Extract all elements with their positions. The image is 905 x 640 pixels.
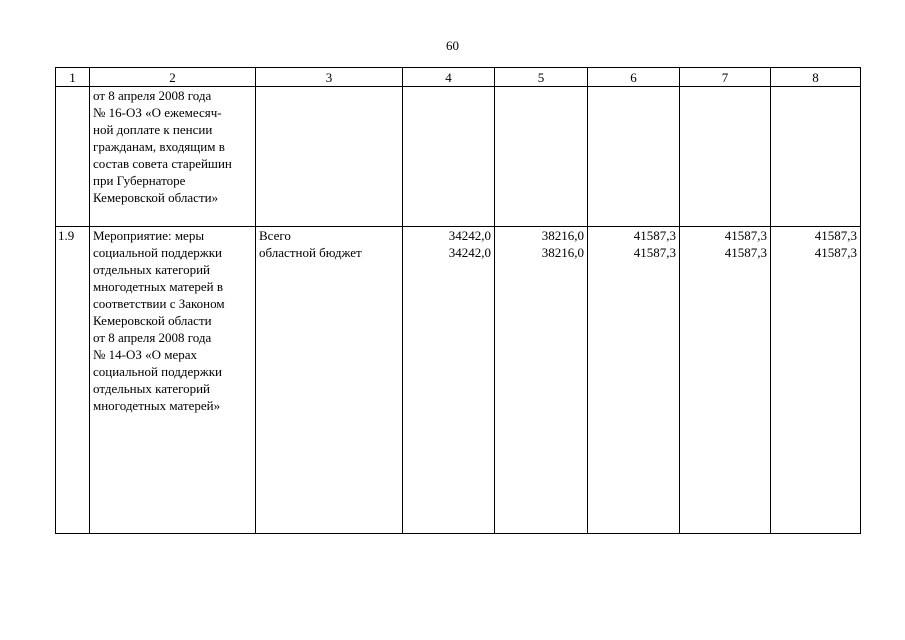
- description-line: при Губернаторе: [93, 173, 186, 188]
- header-cell-2: 2: [90, 68, 256, 87]
- col4-cell-empty: [403, 87, 495, 227]
- col6-total: 41587,3: [633, 228, 676, 243]
- col7-cell-empty: [680, 87, 771, 227]
- description-line: отдельных категорий: [93, 381, 211, 396]
- index-cell-empty: [56, 87, 90, 227]
- col8-total: 41587,3: [814, 228, 857, 243]
- col7-cell: [680, 227, 771, 534]
- source-cell: [256, 227, 403, 534]
- header-cell-4: 4: [403, 68, 495, 87]
- col4-regional: 34242,0: [448, 245, 491, 260]
- description-line: от 8 апреля 2008 года: [93, 88, 212, 103]
- col8-cell: [771, 227, 861, 534]
- description-line: Кемеровской области»: [93, 190, 219, 205]
- col5-cell-empty: [495, 87, 588, 227]
- header-cell-5: 5: [495, 68, 588, 87]
- header-cell-7: 7: [680, 68, 771, 87]
- header-cell-8: 8: [771, 68, 861, 87]
- col8-regional: 41587,3: [814, 245, 857, 260]
- col5-cell: [495, 227, 588, 534]
- description-line: многодетных матерей»: [93, 398, 221, 413]
- source-total: Всего: [259, 228, 291, 243]
- page-number: 60: [446, 38, 459, 53]
- col6-cell-empty: [588, 87, 680, 227]
- description-line: Мероприятие: меры: [93, 228, 205, 243]
- description-line: состав совета старейшин: [93, 156, 232, 171]
- description-line: соответствии с Законом: [93, 296, 225, 311]
- col5-regional: 38216,0: [541, 245, 584, 260]
- header-cell-6: 6: [588, 68, 680, 87]
- description-line: № 14-ОЗ «О мерах: [93, 347, 198, 362]
- col6-regional: 41587,3: [633, 245, 676, 260]
- program-table: [55, 67, 861, 534]
- table-row-item-1-9: [56, 227, 861, 534]
- table-row-continuation: [56, 87, 861, 227]
- header-cell-3: 3: [256, 68, 403, 87]
- source-regional-budget: областной бюджет: [259, 245, 362, 260]
- description-line: многодетных матерей в: [93, 279, 223, 294]
- description-line: ной доплате к пенсии: [93, 122, 213, 137]
- col7-regional: 41587,3: [724, 245, 767, 260]
- description-line: социальной поддержки: [93, 245, 222, 260]
- col4-cell: [403, 227, 495, 534]
- col4-total: 34242,0: [448, 228, 491, 243]
- description-line: социальной поддержки: [93, 364, 222, 379]
- description-cell-continuation: [90, 87, 256, 227]
- col6-cell: [588, 227, 680, 534]
- description-cell: [90, 227, 256, 534]
- col8-cell-empty: [771, 87, 861, 227]
- description-line: № 16-ОЗ «О ежемесяч-: [93, 105, 222, 120]
- description-line: Кемеровской области: [93, 313, 212, 328]
- index-cell: 1.9: [56, 227, 90, 534]
- description-line: гражданам, входящим в: [93, 139, 225, 154]
- description-line: от 8 апреля 2008 года: [93, 330, 212, 345]
- description-line: отдельных категорий: [93, 262, 211, 277]
- header-cell-1: 1: [56, 68, 90, 87]
- header-row: [56, 68, 861, 87]
- source-cell-empty: [256, 87, 403, 227]
- col7-total: 41587,3: [724, 228, 767, 243]
- col5-total: 38216,0: [541, 228, 584, 243]
